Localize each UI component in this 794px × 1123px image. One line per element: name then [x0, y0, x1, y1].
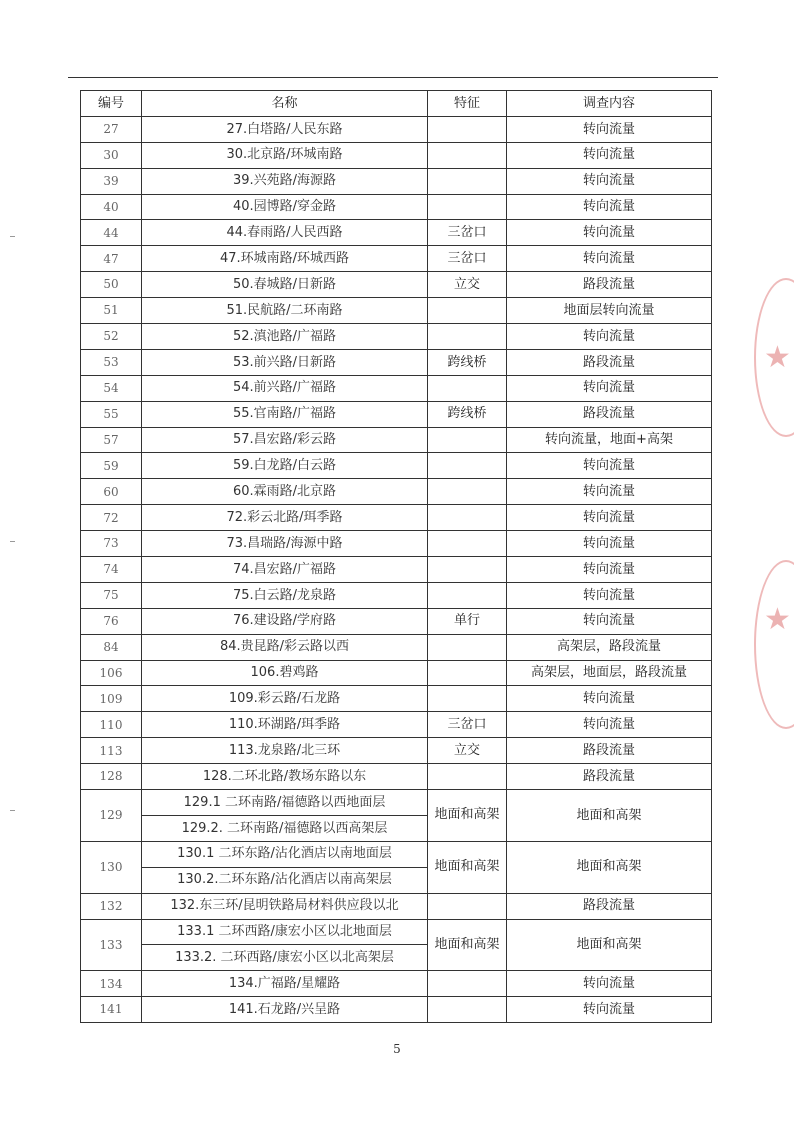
cell-name: 129.1 二环南路/福德路以西地面层	[142, 790, 428, 816]
cell-feature	[428, 557, 507, 583]
table-row-merged	[81, 919, 712, 945]
cell-name: 52.滇池路/广福路	[142, 324, 428, 350]
page-number: 5	[393, 1042, 401, 1056]
cell-content: 转向流量	[507, 168, 712, 194]
cell-number: 44	[81, 220, 142, 246]
table-row-merged	[81, 841, 712, 867]
cell-feature	[428, 298, 507, 324]
table-row	[81, 298, 712, 324]
table-row	[81, 738, 712, 764]
cell-number: 73	[81, 531, 142, 557]
cell-feature	[428, 686, 507, 712]
table-header-row	[81, 91, 712, 117]
cell-feature: 跨线桥	[428, 401, 507, 427]
table-row	[81, 375, 712, 401]
cell-name: 59.白龙路/白云路	[142, 453, 428, 479]
table-row	[81, 505, 712, 531]
table-row	[81, 272, 712, 298]
cell-feature	[428, 116, 507, 142]
cell-name: 113.龙泉路/北三环	[142, 738, 428, 764]
cell-content: 路段流量	[507, 272, 712, 298]
seal-star-icon: ★	[764, 340, 791, 375]
cell-feature: 三岔口	[428, 246, 507, 272]
cell-feature	[428, 453, 507, 479]
official-seal-partial-top	[754, 278, 794, 437]
cell-feature: 立交	[428, 738, 507, 764]
cell-content: 路段流量	[507, 401, 712, 427]
header-name: 名称	[142, 91, 428, 117]
cell-content: 地面和高架	[507, 790, 712, 842]
cell-name: 133.2. 二环西路/康宏小区以北高架层	[142, 945, 428, 971]
cell-content: 路段流量	[507, 764, 712, 790]
cell-content: 转向流量	[507, 116, 712, 142]
cell-content: 转向流量	[507, 686, 712, 712]
cell-number: 75	[81, 582, 142, 608]
cell-number: 54	[81, 375, 142, 401]
cell-number: 129	[81, 790, 142, 842]
cell-feature: 地面和高架	[428, 841, 507, 893]
table-row-merged	[81, 790, 712, 816]
cell-feature	[428, 582, 507, 608]
cell-feature	[428, 168, 507, 194]
header-content: 调查内容	[507, 91, 712, 117]
header-feature: 特征	[428, 91, 507, 117]
cell-name: 54.前兴路/广福路	[142, 375, 428, 401]
cell-feature	[428, 427, 507, 453]
cell-name: 47.环城南路/环城西路	[142, 246, 428, 272]
cell-name: 130.1 二环东路/沾化酒店以南地面层	[142, 841, 428, 867]
cell-name: 27.白塔路/人民东路	[142, 116, 428, 142]
cell-name: 141.石龙路/兴呈路	[142, 997, 428, 1023]
cell-number: 52	[81, 324, 142, 350]
seal-star-icon: ★	[764, 602, 791, 637]
cell-feature	[428, 375, 507, 401]
cell-feature: 三岔口	[428, 220, 507, 246]
cell-name: 44.春雨路/人民西路	[142, 220, 428, 246]
cell-feature: 地面和高架	[428, 919, 507, 971]
cell-feature	[428, 764, 507, 790]
cell-name: 84.贵昆路/彩云路以西	[142, 634, 428, 660]
table-row	[81, 453, 712, 479]
cell-number: 39	[81, 168, 142, 194]
cell-feature	[428, 893, 507, 919]
cell-number: 40	[81, 194, 142, 220]
table-row	[81, 194, 712, 220]
table-row	[81, 893, 712, 919]
cell-feature	[428, 505, 507, 531]
cell-content: 转向流量	[507, 324, 712, 350]
table-row	[81, 660, 712, 686]
cell-feature	[428, 634, 507, 660]
table-row	[81, 401, 712, 427]
cell-content: 转向流量	[507, 505, 712, 531]
cell-feature: 跨线桥	[428, 349, 507, 375]
cell-number: 134	[81, 971, 142, 997]
table-row	[81, 686, 712, 712]
cell-number: 110	[81, 712, 142, 738]
cell-name: 133.1 二环西路/康宏小区以北地面层	[142, 919, 428, 945]
cell-number: 50	[81, 272, 142, 298]
cell-name: 74.昌宏路/广福路	[142, 557, 428, 583]
cell-content: 路段流量	[507, 349, 712, 375]
margin-mark	[10, 810, 15, 811]
table-row	[81, 324, 712, 350]
cell-number: 109	[81, 686, 142, 712]
cell-name: 130.2.二环东路/沾化酒店以南高架层	[142, 867, 428, 893]
table-row	[81, 531, 712, 557]
cell-content: 路段流量	[507, 738, 712, 764]
cell-feature: 三岔口	[428, 712, 507, 738]
cell-feature	[428, 324, 507, 350]
cell-name: 128.二环北路/教场东路以东	[142, 764, 428, 790]
cell-feature	[428, 971, 507, 997]
cell-number: 113	[81, 738, 142, 764]
cell-name: 110.环湖路/珥季路	[142, 712, 428, 738]
cell-number: 106	[81, 660, 142, 686]
table-row	[81, 997, 712, 1023]
cell-content: 转向流量	[507, 220, 712, 246]
cell-name: 129.2. 二环南路/福德路以西高架层	[142, 815, 428, 841]
table-row	[81, 608, 712, 634]
cell-content: 转向流量	[507, 582, 712, 608]
cell-name: 57.昌宏路/彩云路	[142, 427, 428, 453]
cell-number: 30	[81, 142, 142, 168]
survey-table	[80, 90, 712, 1023]
table-row	[81, 557, 712, 583]
cell-name: 134.广福路/星耀路	[142, 971, 428, 997]
cell-content: 转向流量	[507, 375, 712, 401]
cell-number: 74	[81, 557, 142, 583]
cell-number: 51	[81, 298, 142, 324]
cell-content: 转向流量	[507, 608, 712, 634]
cell-name: 106.碧鸡路	[142, 660, 428, 686]
cell-number: 132	[81, 893, 142, 919]
cell-name: 60.霖雨路/北京路	[142, 479, 428, 505]
cell-content: 地面层转向流量	[507, 298, 712, 324]
cell-number: 128	[81, 764, 142, 790]
cell-name: 53.前兴路/日新路	[142, 349, 428, 375]
table-row	[81, 116, 712, 142]
table-row	[81, 142, 712, 168]
header-rule	[68, 77, 718, 78]
cell-name: 39.兴苑路/海源路	[142, 168, 428, 194]
cell-content: 转向流量	[507, 142, 712, 168]
cell-feature	[428, 531, 507, 557]
cell-number: 53	[81, 349, 142, 375]
table-row	[81, 582, 712, 608]
cell-feature	[428, 997, 507, 1023]
table-row	[81, 349, 712, 375]
cell-name: 132.东三环/昆明铁路局材料供应段以北	[142, 893, 428, 919]
cell-name: 51.民航路/二环南路	[142, 298, 428, 324]
cell-name: 40.园博路/穿金路	[142, 194, 428, 220]
cell-name: 50.春城路/日新路	[142, 272, 428, 298]
cell-content: 转向流量	[507, 246, 712, 272]
cell-content: 转向流量	[507, 557, 712, 583]
cell-number: 130	[81, 841, 142, 893]
table-row	[81, 427, 712, 453]
cell-name: 75.白云路/龙泉路	[142, 582, 428, 608]
cell-content: 转向流量	[507, 531, 712, 557]
cell-feature	[428, 479, 507, 505]
cell-name: 73.昌瑞路/海源中路	[142, 531, 428, 557]
cell-number: 84	[81, 634, 142, 660]
cell-content: 路段流量	[507, 893, 712, 919]
table-row	[81, 712, 712, 738]
official-seal-partial-bottom	[754, 560, 794, 729]
header-number: 编号	[81, 91, 142, 117]
cell-feature	[428, 660, 507, 686]
cell-content: 转向流量	[507, 971, 712, 997]
cell-feature: 单行	[428, 608, 507, 634]
cell-feature	[428, 142, 507, 168]
table-row	[81, 246, 712, 272]
cell-number: 72	[81, 505, 142, 531]
margin-mark	[10, 236, 15, 237]
cell-content: 转向流量	[507, 194, 712, 220]
cell-content: 高架层，路段流量	[507, 634, 712, 660]
cell-content: 转向流量，地面+高架	[507, 427, 712, 453]
cell-name: 76.建设路/学府路	[142, 608, 428, 634]
cell-content: 地面和高架	[507, 841, 712, 893]
cell-number: 55	[81, 401, 142, 427]
cell-content: 地面和高架	[507, 919, 712, 971]
cell-number: 47	[81, 246, 142, 272]
cell-content: 转向流量	[507, 712, 712, 738]
cell-feature: 立交	[428, 272, 507, 298]
table-row	[81, 220, 712, 246]
cell-content: 转向流量	[507, 479, 712, 505]
cell-number: 27	[81, 116, 142, 142]
cell-number: 59	[81, 453, 142, 479]
table-body	[81, 116, 712, 1022]
cell-number: 60	[81, 479, 142, 505]
cell-content: 转向流量	[507, 453, 712, 479]
cell-feature: 地面和高架	[428, 790, 507, 842]
table-row	[81, 168, 712, 194]
cell-name: 55.官南路/广福路	[142, 401, 428, 427]
table-row	[81, 764, 712, 790]
cell-number: 57	[81, 427, 142, 453]
cell-number: 141	[81, 997, 142, 1023]
table-row	[81, 479, 712, 505]
cell-content: 高架层，地面层，路段流量	[507, 660, 712, 686]
cell-number: 76	[81, 608, 142, 634]
cell-feature	[428, 194, 507, 220]
cell-name: 72.彩云北路/珥季路	[142, 505, 428, 531]
cell-number: 133	[81, 919, 142, 971]
cell-name: 109.彩云路/石龙路	[142, 686, 428, 712]
cell-name: 30.北京路/环城南路	[142, 142, 428, 168]
margin-mark	[10, 541, 15, 542]
table-row	[81, 634, 712, 660]
cell-content: 转向流量	[507, 997, 712, 1023]
table-row	[81, 971, 712, 997]
